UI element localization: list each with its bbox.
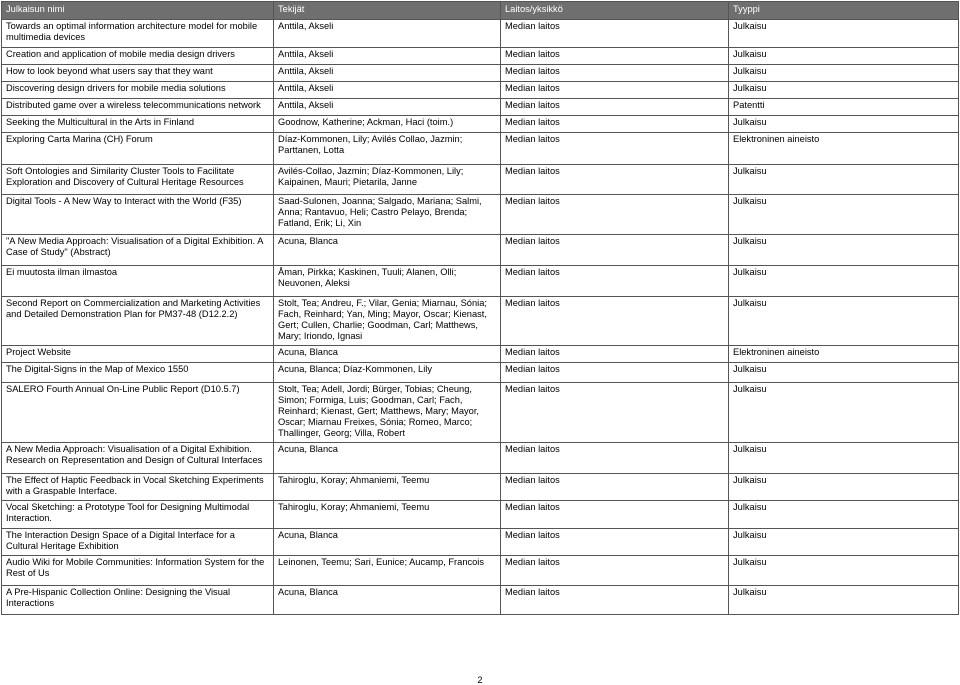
cell-title: Digital Tools - A New Way to Interact with the World (F35) xyxy=(2,195,274,235)
cell-authors: Anttila, Akseli xyxy=(274,48,501,65)
cell-authors: Saad-Sulonen, Joanna; Salgado, Mariana; Salmi, Anna; Rantavuo, Heli; Castro Pelayo, Brenda; Fatland, Erik; Li, Xin xyxy=(274,195,501,235)
cell-unit: Median laitos xyxy=(501,363,729,383)
table-row xyxy=(2,363,959,383)
table-row xyxy=(2,266,959,297)
table-row xyxy=(2,346,959,363)
table-row xyxy=(2,586,959,615)
cell-type: Julkaisu xyxy=(729,383,959,443)
cell-unit: Median laitos xyxy=(501,383,729,443)
cell-authors: Avilés-Collao, Jazmin; Díaz-Kommonen, Lily; Kaipainen, Mauri; Pietarila, Janne xyxy=(274,165,501,195)
cell-unit: Median laitos xyxy=(501,116,729,133)
cell-unit: Median laitos xyxy=(501,297,729,346)
cell-unit: Median laitos xyxy=(501,48,729,65)
cell-type: Julkaisu xyxy=(729,235,959,266)
table-row xyxy=(2,116,959,133)
cell-title: Seeking the Multicultural in the Arts in Finland xyxy=(2,116,274,133)
cell-authors: Acuna, Blanca xyxy=(274,235,501,266)
cell-type: Julkaisu xyxy=(729,82,959,99)
cell-type: Julkaisu xyxy=(729,195,959,235)
table-row xyxy=(2,501,959,529)
cell-unit: Median laitos xyxy=(501,529,729,556)
table-row xyxy=(2,443,959,474)
cell-authors: Anttila, Akseli xyxy=(274,65,501,82)
cell-authors: Acuna, Blanca xyxy=(274,586,501,615)
cell-title: Second Report on Commercialization and Marketing Activities and Detailed Demonstration Plan for PM37-48 (D12.2.2) xyxy=(2,297,274,346)
cell-type: Julkaisu xyxy=(729,363,959,383)
cell-type: Julkaisu xyxy=(729,586,959,615)
cell-title: The Effect of Haptic Feedback in Vocal Sketching Experiments with a Graspable Interface. xyxy=(2,474,274,501)
cell-authors: Anttila, Akseli xyxy=(274,82,501,99)
cell-authors: Åman, Pirkka; Kaskinen, Tuuli; Alanen, Olli; Neuvonen, Aleksi xyxy=(274,266,501,297)
cell-type: Julkaisu xyxy=(729,266,959,297)
table-row xyxy=(2,165,959,195)
cell-type: Julkaisu xyxy=(729,65,959,82)
cell-type: Julkaisu xyxy=(729,474,959,501)
cell-title: The Interaction Design Space of a Digital Interface for a Cultural Heritage Exhibition xyxy=(2,529,274,556)
cell-type: Patentti xyxy=(729,99,959,116)
cell-authors: Tahiroglu, Koray; Ahmaniemi, Teemu xyxy=(274,501,501,529)
cell-authors: Anttila, Akseli xyxy=(274,99,501,116)
cell-unit: Median laitos xyxy=(501,133,729,165)
cell-authors: Stolt, Tea; Andreu, F.; Vilar, Genia; Miarnau, Sónia; Fach, Reinhard; Yan, Ming; Mayor, Oscar; Kienast, Gert; Cullen, Charlie; Goodman, Carl; Matthews, Mary; Iriondo, Ignasi xyxy=(274,297,501,346)
cell-title: SALERO Fourth Annual On-Line Public Report (D10.5.7) xyxy=(2,383,274,443)
table-row xyxy=(2,99,959,116)
cell-type: Elektroninen aineisto xyxy=(729,133,959,165)
table-row xyxy=(2,297,959,346)
cell-title: Ei muutosta ilman ilmastoa xyxy=(2,266,274,297)
table-row xyxy=(2,82,959,99)
cell-unit: Median laitos xyxy=(501,586,729,615)
cell-authors: Acuna, Blanca; Díaz-Kommonen, Lily xyxy=(274,363,501,383)
cell-type: Julkaisu xyxy=(729,48,959,65)
cell-unit: Median laitos xyxy=(501,82,729,99)
table-row xyxy=(2,529,959,556)
cell-unit: Median laitos xyxy=(501,65,729,82)
cell-authors: Acuna, Blanca xyxy=(274,443,501,474)
cell-title: Vocal Sketching: a Prototype Tool for Designing Multimodal Interaction. xyxy=(2,501,274,529)
publication-table xyxy=(1,1,959,615)
cell-unit: Median laitos xyxy=(501,556,729,586)
cell-unit: Median laitos xyxy=(501,443,729,474)
cell-authors: Acuna, Blanca xyxy=(274,529,501,556)
cell-type: Julkaisu xyxy=(729,116,959,133)
cell-type: Julkaisu xyxy=(729,443,959,474)
cell-type: Julkaisu xyxy=(729,20,959,48)
cell-unit: Median laitos xyxy=(501,20,729,48)
cell-title: How to look beyond what users say that they want xyxy=(2,65,274,82)
cell-unit: Median laitos xyxy=(501,195,729,235)
cell-type: Julkaisu xyxy=(729,501,959,529)
cell-authors: Anttila, Akseli xyxy=(274,20,501,48)
cell-authors: Díaz-Kommonen, Lily; Avilés Collao, Jazmin; Parttanen, Lotta xyxy=(274,133,501,165)
cell-unit: Median laitos xyxy=(501,346,729,363)
cell-title: The Digital-Signs in the Map of Mexico 1550 xyxy=(2,363,274,383)
table-row xyxy=(2,65,959,82)
header-unit: Laitos/yksikkö xyxy=(501,2,729,20)
table-row xyxy=(2,48,959,65)
cell-title: Creation and application of mobile media design drivers xyxy=(2,48,274,65)
table-row xyxy=(2,20,959,48)
cell-authors: Goodnow, Katherine; Ackman, Haci (toim.) xyxy=(274,116,501,133)
cell-type: Elektroninen aineisto xyxy=(729,346,959,363)
cell-authors: Tahiroglu, Koray; Ahmaniemi, Teemu xyxy=(274,474,501,501)
cell-unit: Median laitos xyxy=(501,235,729,266)
table-row xyxy=(2,383,959,443)
cell-title: A New Media Approach: Visualisation of a Digital Exhibition. Research on Representation and Design of Cultural Interfaces xyxy=(2,443,274,474)
table-row xyxy=(2,556,959,586)
cell-unit: Median laitos xyxy=(501,266,729,297)
cell-title: Towards an optimal information architecture model for mobile multimedia devices xyxy=(2,20,274,48)
cell-type: Julkaisu xyxy=(729,529,959,556)
cell-title: Project Website xyxy=(2,346,274,363)
header-row xyxy=(2,2,959,20)
cell-title: Soft Ontologies and Similarity Cluster Tools to Facilitate Exploration and Discovery of Cultural Heritage Resources xyxy=(2,165,274,195)
header-type: Tyyppi xyxy=(729,2,959,20)
cell-type: Julkaisu xyxy=(729,556,959,586)
table-row xyxy=(2,133,959,165)
cell-title: Discovering design drivers for mobile media solutions xyxy=(2,82,274,99)
cell-unit: Median laitos xyxy=(501,165,729,195)
cell-unit: Median laitos xyxy=(501,501,729,529)
cell-type: Julkaisu xyxy=(729,297,959,346)
header-authors: Tekijät xyxy=(274,2,501,20)
cell-unit: Median laitos xyxy=(501,99,729,116)
cell-authors: Leinonen, Teemu; Sari, Eunice; Aucamp, Francois xyxy=(274,556,501,586)
header-title: Julkaisun nimi xyxy=(2,2,274,20)
cell-unit: Median laitos xyxy=(501,474,729,501)
cell-authors: Stolt, Tea; Adell, Jordi; Bürger, Tobias; Cheung, Simon; Formiga, Luis; Goodman, Carl; Fach, Reinhard; Kienast, Gert; Matthews, Mary; Mayor, Oscar; Miarnau Freixes, Sónia; Romeo, Marco; Thallinger, Georg; Villa, Robert xyxy=(274,383,501,443)
cell-title: Distributed game over a wireless telecommunications network xyxy=(2,99,274,116)
cell-title: "A New Media Approach: Visualisation of a Digital Exhibition. A Case of Study" (Abstract) xyxy=(2,235,274,266)
cell-authors: Acuna, Blanca xyxy=(274,346,501,363)
page-number: 2 xyxy=(477,675,483,685)
cell-type: Julkaisu xyxy=(729,165,959,195)
table-row xyxy=(2,195,959,235)
table-row xyxy=(2,235,959,266)
cell-title: A Pre-Hispanic Collection Online: Designing the Visual Interactions xyxy=(2,586,274,615)
table-row xyxy=(2,474,959,501)
cell-title: Exploring Carta Marina (CH) Forum xyxy=(2,133,274,165)
cell-title: Audio Wiki for Mobile Communities: Information System for the Rest of Us xyxy=(2,556,274,586)
